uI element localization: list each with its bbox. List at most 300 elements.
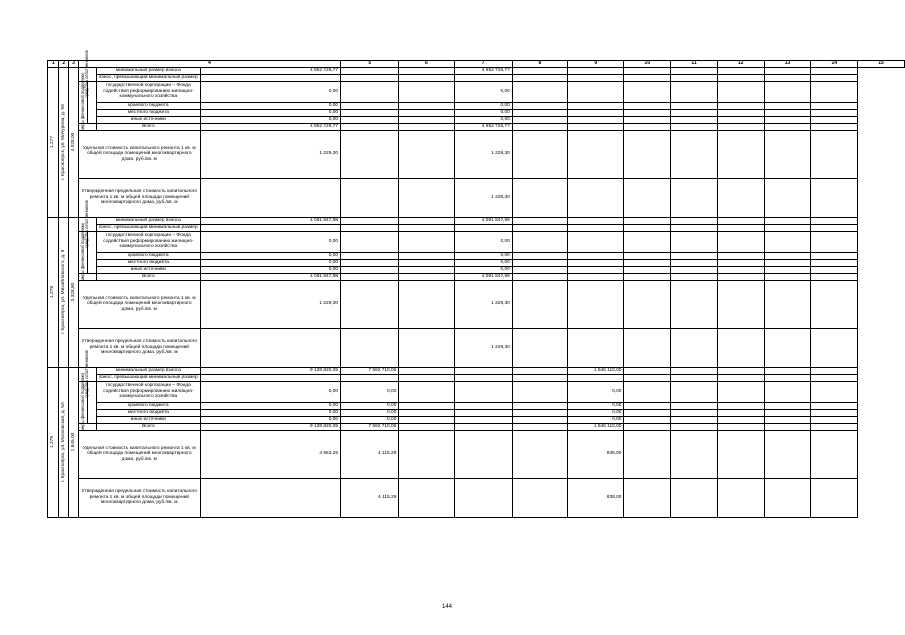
value-cell [399,381,454,402]
page-number: 144 [442,604,453,610]
value-cell [399,416,454,423]
row-label: Всего [97,123,201,130]
value-cell [764,81,811,102]
value-cell [341,224,399,231]
value-cell: 0,00 [341,381,399,402]
row-label: взнос, превышающий минимальный размер [97,224,201,231]
row-label: минимальный размер взноса [97,367,201,374]
value-cell [624,409,671,416]
object-address [59,217,69,367]
value-cell [567,252,624,259]
row-label: государственной корпорации – Фонда содействия реформированию жилищно-коммунального хозяйства [97,231,201,252]
value-cell [811,423,858,430]
value-cell [764,402,811,409]
value-cell [200,374,340,381]
value-cell [671,231,718,252]
value-cell [811,367,858,374]
value-cell [671,381,718,402]
value-cell [512,374,567,381]
value-cell [624,123,671,130]
value-cell [399,102,454,109]
object-area-text: 3 328,80 [70,282,76,302]
value-cell [624,381,671,402]
value-cell [671,74,718,81]
value-cell [399,430,454,478]
column-number-row [48,61,905,68]
value-cell [717,430,764,478]
value-cell [624,231,671,252]
object-number [48,367,59,517]
value-cell [764,109,811,116]
value-cell [512,478,567,517]
value-cell [811,402,858,409]
value-cell [764,130,811,178]
value-cell [341,328,399,367]
value-cell: 1 229,30 [200,280,340,328]
value-cell [567,109,624,116]
value-cell: 838,00 [567,430,624,478]
value-cell [717,416,764,423]
column-number: 6 [399,61,454,68]
value-cell: 0,00 [454,259,512,266]
value-cell [454,224,512,231]
table-row [48,423,905,430]
value-cell [624,367,671,374]
value-cell: 4 091 847,98 [200,217,340,224]
value-cell: 4 952 726,77 [454,123,512,130]
column-number: 8 [512,61,567,68]
value-cell [811,116,858,123]
value-cell [567,328,624,367]
value-cell [567,116,624,123]
column-number: 7 [454,61,512,68]
value-cell: 0,00 [200,402,340,409]
value-cell [512,67,567,74]
table-row [48,81,905,102]
value-cell [624,116,671,123]
value-cell: 0,00 [200,109,340,116]
value-cell: 0,00 [200,252,340,259]
object-number-text: 1.279 [50,436,56,449]
value-cell: 4 952 726,77 [454,67,512,74]
value-cell [671,116,718,123]
table-row [48,178,905,217]
value-cell [717,259,764,266]
value-cell [764,217,811,224]
value-cell [764,224,811,231]
value-cell [512,130,567,178]
value-cell [624,423,671,430]
value-cell [399,328,454,367]
value-cell [454,74,512,81]
value-cell [399,252,454,259]
value-cell [341,81,399,102]
value-cell: 4 952 726,77 [200,123,340,130]
value-cell [200,178,340,217]
value-cell [512,430,567,478]
value-cell [764,67,811,74]
value-cell [399,74,454,81]
value-cell [624,74,671,81]
value-cell [512,328,567,367]
value-cell: 0,00 [567,416,624,423]
table-row [48,109,905,116]
owners-funds-label: средства собственников [84,200,90,248]
value-cell [200,478,340,517]
value-cell [717,367,764,374]
value-cell [671,266,718,273]
object-address-text: г. Красноярск, ул. Михайловского, д. 9 [61,249,67,335]
value-cell [764,178,811,217]
value-cell [512,224,567,231]
value-cell [512,280,567,328]
column-number: 14 [811,61,858,68]
value-cell [764,328,811,367]
value-cell [341,102,399,109]
value-cell: 1 229,30 [454,130,512,178]
value-cell [624,130,671,178]
value-cell: 4 115,29 [341,430,399,478]
value-cell [764,116,811,123]
value-cell [671,478,718,517]
value-cell [671,280,718,328]
object-area-text: 1 845,00 [70,432,76,452]
value-cell: 1 229,30 [454,280,512,328]
value-cell [567,102,624,109]
value-cell [811,280,858,328]
table-body [48,50,905,518]
value-cell [764,123,811,130]
support-measures-group [78,223,87,282]
value-cell [671,123,718,130]
value-cell: 1 546 110,00 [567,367,624,374]
value-cell [399,224,454,231]
table-row [48,409,905,416]
value-cell [671,423,718,430]
value-cell [671,130,718,178]
value-cell: 1 229,30 [200,130,340,178]
value-cell [512,402,567,409]
table-row [48,259,905,266]
value-cell [811,74,858,81]
value-cell [567,224,624,231]
value-cell [512,81,567,102]
value-cell [399,402,454,409]
column-number: 3 [69,61,79,68]
table-row [48,280,905,328]
value-cell [811,109,858,116]
column-number: 10 [624,61,671,68]
value-cell [454,423,512,430]
column-number: 13 [764,61,811,68]
value-cell [399,130,454,178]
value-cell [341,259,399,266]
value-cell [717,67,764,74]
object-number [48,67,59,217]
value-cell [811,381,858,402]
owners-funds-label: средства собственников [84,350,90,398]
value-cell [512,123,567,130]
value-cell: 0,00 [341,409,399,416]
value-cell [624,416,671,423]
value-cell [764,102,811,109]
value-cell [717,381,764,402]
value-cell [717,423,764,430]
value-cell [567,273,624,280]
column-number: 4 [78,61,340,68]
value-cell [671,224,718,231]
value-cell [811,328,858,367]
column-number: 2 [59,61,69,68]
value-cell: 0,00 [200,416,340,423]
row-label: иные источники [97,116,201,123]
value-cell: 0,00 [567,409,624,416]
object-number [48,217,59,367]
value-cell: 0,00 [567,381,624,402]
table-row [48,123,905,130]
support-measures-group [78,373,87,432]
value-cell [671,217,718,224]
table-row [48,381,905,402]
value-cell [512,409,567,416]
row-label: Удельная стоимость капитального ремонта 1 кв. м общей площади помещений многоквартирного дома, руб./кв. м [78,130,200,178]
table-row [48,416,905,423]
value-cell: 0,00 [454,109,512,116]
value-cell [454,367,512,374]
value-cell [671,402,718,409]
value-cell [512,423,567,430]
value-cell [624,67,671,74]
value-cell [764,478,811,517]
value-cell [717,252,764,259]
value-cell: 4 953,29 [200,430,340,478]
value-cell [624,273,671,280]
value-cell: 838,00 [567,478,624,517]
value-cell: 0,00 [341,402,399,409]
value-cell: 4 091 847,98 [454,217,512,224]
value-cell: 1 229,30 [454,178,512,217]
object-address [59,367,69,517]
row-label: иные источники [97,416,201,423]
value-cell [399,423,454,430]
value-cell [567,178,624,217]
row-label: местного бюджета [97,259,201,266]
value-cell: 0,00 [200,259,340,266]
value-cell [811,67,858,74]
row-label: минимальный размер взноса [97,217,201,224]
table-row [48,74,905,81]
value-cell [671,81,718,102]
value-cell [811,374,858,381]
value-cell: 7 592 710,05 [341,423,399,430]
value-cell [764,367,811,374]
value-cell [717,374,764,381]
value-cell [341,217,399,224]
table-row [48,374,905,381]
value-cell [717,217,764,224]
value-cell [567,280,624,328]
row-label: краевого бюджета [97,102,201,109]
value-cell [811,266,858,273]
value-cell [811,224,858,231]
table-row [48,116,905,123]
value-cell [624,266,671,273]
value-cell [512,367,567,374]
value-cell [341,130,399,178]
value-cell: 4 115,29 [341,478,399,517]
value-cell [764,259,811,266]
value-cell [811,217,858,224]
value-cell [341,109,399,116]
value-cell [399,81,454,102]
row-label: минимальный размер взноса [97,67,201,74]
value-cell [624,252,671,259]
value-cell [671,109,718,116]
value-cell [567,231,624,252]
object-address-text: г. Красноярск, ул. Московская, д. 5А [61,402,67,483]
value-cell [512,259,567,266]
column-number: 5 [341,61,399,68]
value-cell [341,374,399,381]
row-label: взнос, превышающий минимальный размер [97,74,201,81]
value-cell [341,178,399,217]
value-cell [717,130,764,178]
value-cell [512,252,567,259]
row-label: Всего [97,273,201,280]
value-cell [512,217,567,224]
value-cell [624,109,671,116]
value-cell [399,478,454,517]
value-cell: 0,00 [454,252,512,259]
column-number: 12 [717,61,764,68]
value-cell [671,430,718,478]
value-cell [764,266,811,273]
value-cell [341,231,399,252]
value-cell [811,178,858,217]
value-cell [567,81,624,102]
value-cell [671,328,718,367]
value-cell: 1 546 110,00 [567,423,624,430]
value-cell [671,273,718,280]
value-cell [341,273,399,280]
value-cell [764,381,811,402]
row-label: краевого бюджета [97,402,201,409]
value-cell [764,74,811,81]
table-row [48,130,905,178]
repair-cost-table [47,50,905,518]
table-row [48,224,905,231]
value-cell [341,116,399,123]
value-cell [811,478,858,517]
value-cell [764,252,811,259]
value-cell [717,178,764,217]
table-row [48,402,905,409]
value-cell [624,402,671,409]
value-cell [399,217,454,224]
value-cell [717,81,764,102]
value-cell [624,374,671,381]
value-cell [341,252,399,259]
support-measures-label: меры финансовой поддержки [80,373,86,432]
value-cell [671,67,718,74]
value-cell [399,273,454,280]
value-cell [399,231,454,252]
value-cell [671,178,718,217]
value-cell [341,266,399,273]
value-cell [717,478,764,517]
value-cell: 9 138 820,05 [200,367,340,374]
column-number: 9 [567,61,624,68]
row-label: Утвержденная предельная стоимость капитального ремонта 1 кв. м общей площади помещений многоквартирного дома, руб./кв. м [78,178,200,217]
table-row [48,231,905,252]
value-cell [811,231,858,252]
value-cell [399,123,454,130]
value-cell [764,273,811,280]
value-cell [811,273,858,280]
value-cell [624,178,671,217]
value-cell [454,374,512,381]
value-cell [811,409,858,416]
value-cell [399,178,454,217]
value-cell [717,102,764,109]
owners-funds-label: средства собственников [84,50,90,98]
value-cell [512,102,567,109]
value-cell [567,374,624,381]
value-cell [454,478,512,517]
value-cell: 4 091 847,98 [200,273,340,280]
row-label: взнос, превышающий минимальный размер [97,374,201,381]
value-cell [717,328,764,367]
table-row [48,102,905,109]
column-number: 15 [858,61,905,68]
value-cell [399,367,454,374]
column-number: 11 [671,61,718,68]
value-cell: 4 091 847,98 [454,273,512,280]
value-cell [671,259,718,266]
value-cell: 0,00 [200,116,340,123]
value-cell [717,402,764,409]
value-cell [567,217,624,224]
value-cell [624,102,671,109]
value-cell [671,416,718,423]
object-area [69,367,79,517]
value-cell [454,381,512,402]
value-cell [671,374,718,381]
value-cell [717,116,764,123]
value-cell [717,266,764,273]
value-cell [512,178,567,217]
object-address [59,67,69,217]
value-cell [512,109,567,116]
table-row [48,367,905,374]
value-cell [671,102,718,109]
value-cell [671,367,718,374]
object-address-text: г. Красноярск, ул. Мичурина, д. 59 [61,104,67,180]
value-cell [717,224,764,231]
row-label: краевого бюджета [97,252,201,259]
value-cell [624,478,671,517]
value-cell: 0,00 [454,231,512,252]
value-cell: 0,00 [341,416,399,423]
value-cell [717,123,764,130]
value-cell [717,280,764,328]
value-cell [399,67,454,74]
value-cell [811,81,858,102]
value-cell [567,130,624,178]
object-number-text: 1.277 [50,136,56,149]
value-cell [811,416,858,423]
value-cell: 0,00 [200,102,340,109]
